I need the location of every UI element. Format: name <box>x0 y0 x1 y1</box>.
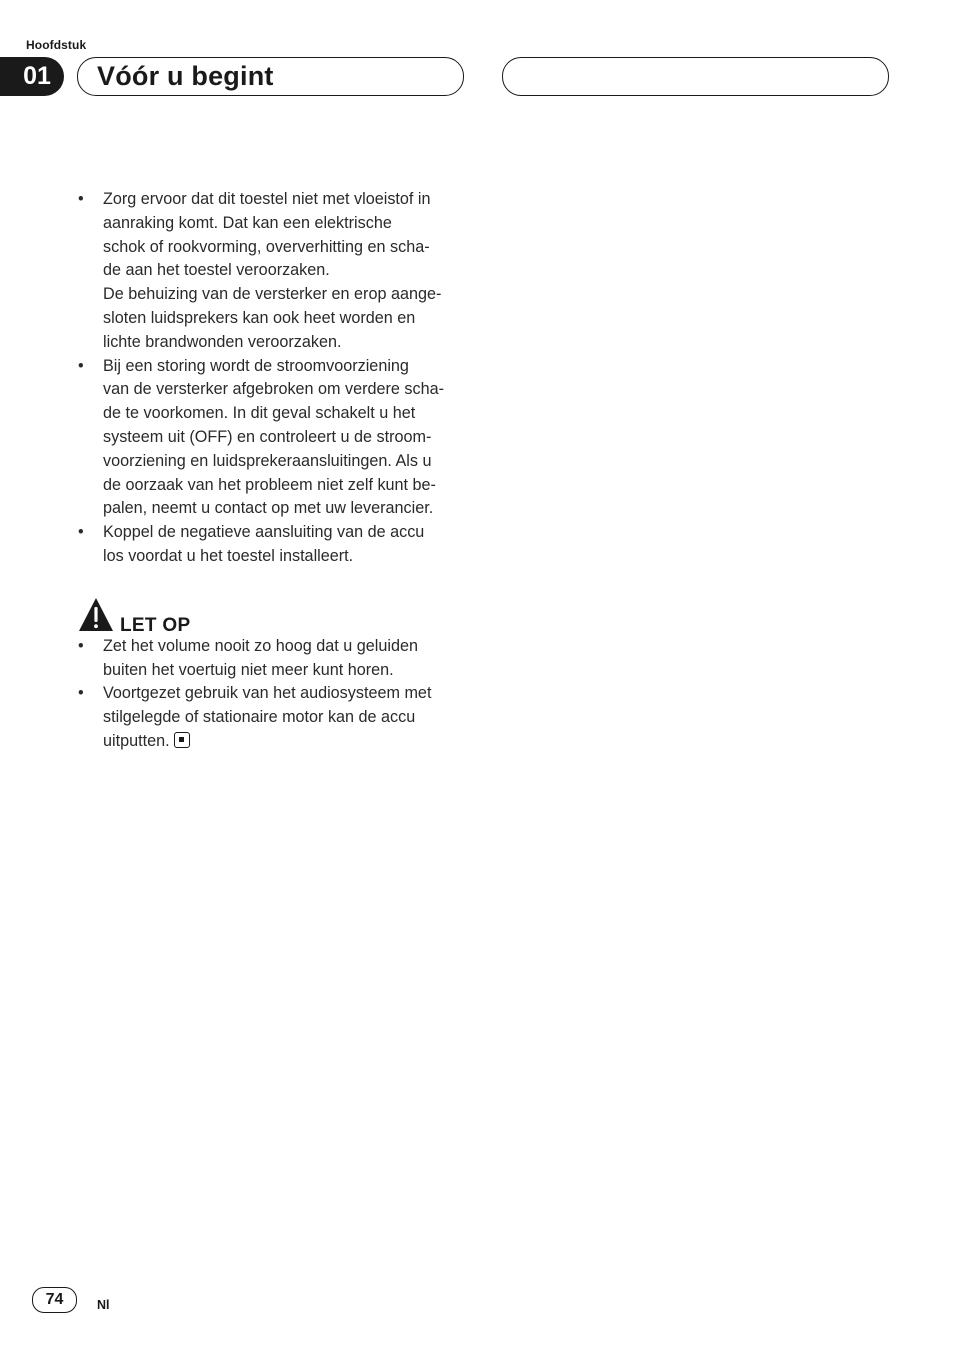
caution-title: LET OP <box>120 614 191 636</box>
caution-heading <box>78 597 473 635</box>
bullet-line: Koppel de negatieve aansluiting van de accu <box>103 523 425 542</box>
bullet-line: de oorzaak van het probleem niet zelf kunt be- <box>103 475 436 494</box>
bullet-item <box>78 521 473 569</box>
bullet-line: palen, neemt u contact op met uw leverancier. <box>103 499 434 518</box>
bullet-line: Zet het volume nooit zo hoog dat u geluiden <box>103 636 418 655</box>
bullet-line: Voortgezet gebruik van het audiosysteem met <box>103 684 432 703</box>
empty-header-box <box>502 57 889 96</box>
bullet-dot: • <box>78 523 84 542</box>
bullet-list <box>78 188 473 569</box>
bullet-item <box>78 188 473 355</box>
bullet-line: voorziening en luidsprekeraansluitingen. Als u <box>103 451 432 470</box>
warning-triangle-icon <box>78 597 114 633</box>
bullet-item <box>78 635 473 683</box>
section-title-box <box>77 57 464 96</box>
section-title: Vóór u begint <box>97 61 274 91</box>
bullet-line: buiten het voertuig niet meer kunt horen. <box>103 660 394 679</box>
bullet-line: de te voorkomen. In dit geval schakelt u het <box>103 404 416 423</box>
bullet-item <box>78 682 473 753</box>
bullet-dot: • <box>78 190 84 208</box>
bullet-line: van de versterker afgebroken om verdere scha- <box>103 380 445 399</box>
bullet-line: de aan het toestel veroorzaken. <box>103 261 330 280</box>
bullet-line: Zorg ervoor dat dit toestel niet met vloeistof in <box>103 190 431 208</box>
main-column <box>78 188 473 754</box>
bullet-line: sloten luidsprekers kan ook heet worden en <box>103 308 416 327</box>
chapter-number: 01 <box>23 62 51 90</box>
bullet-item <box>78 355 473 522</box>
bullet-line: aanraking komt. Dat kan een elektrische <box>103 213 392 232</box>
caution-bullet-list <box>78 635 473 754</box>
bullet-dot: • <box>78 356 84 375</box>
bullet-line: Bij een storing wordt de stroomvoorziening <box>103 356 409 375</box>
bullet-line: De behuizing van de versterker en erop aange- <box>103 285 442 304</box>
bullet-line: stilgelegde of stationaire motor kan de accu <box>103 708 416 727</box>
chapter-label: Hoofdstuk <box>26 38 87 52</box>
bullet-line: schok of rookvorming, oververhitting en scha- <box>103 237 430 256</box>
bullet-dot: • <box>78 684 84 703</box>
bullet-line: los voordat u het toestel installeert. <box>103 546 354 565</box>
chapter-number-badge <box>0 57 64 96</box>
bullet-line: uitputten. <box>103 731 170 750</box>
end-of-section-icon <box>174 732 190 748</box>
bullet-line: systeem uit (OFF) en controleert u de stroom- <box>103 427 432 446</box>
page-number: 74 <box>32 1287 77 1313</box>
bullet-line: lichte brandwonden veroorzaken. <box>103 332 342 351</box>
language-code: Nl <box>97 1298 110 1312</box>
bullet-dot: • <box>78 636 84 655</box>
